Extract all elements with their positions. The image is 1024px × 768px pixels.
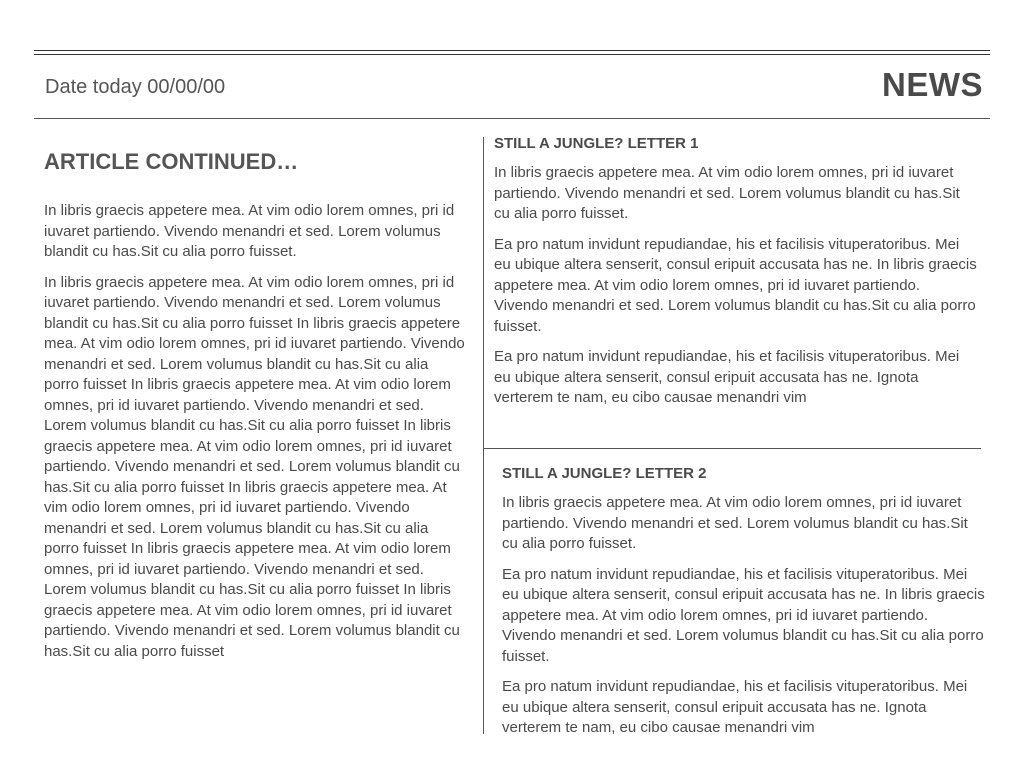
masthead-top-rule-inner bbox=[34, 54, 990, 55]
column-divider bbox=[483, 137, 484, 734]
date-line: Date today 00/00/00 bbox=[45, 76, 226, 98]
letter-divider bbox=[484, 448, 981, 449]
letter-paragraph: In libris graecis appetere mea. At vim odio lorem omnes, pri id iuvaret partiendo. Vivendo menandri et sed. Lorem volumus blandit cu has.Sit cu alia porro fuisset. bbox=[502, 494, 968, 552]
letter-paragraph: Ea pro natum invidunt repudiandae, his et facilisis vituperatoribus. Mei eu ubique altera senserit, consul eripuit accusata has ne. Ignota verterem te nam, eu cibo causae menandri vim bbox=[502, 678, 968, 736]
masthead-title: NEWS bbox=[882, 66, 983, 103]
letter-title: STILL A JUNGLE? LETTER 2 bbox=[502, 465, 707, 482]
letter-2 bbox=[502, 464, 986, 749]
article-paragraph: In libris graecis appetere mea. At vim odio lorem omnes, pri id iuvaret partiendo. Vivendo menandri et sed. Lorem volumus blandit cu has.Sit cu alia porro fuisset. bbox=[44, 202, 455, 260]
letter-1 bbox=[494, 134, 978, 419]
article-heading: ARTICLE CONTINUED… bbox=[44, 149, 299, 174]
header-bottom-rule bbox=[34, 118, 990, 119]
article-paragraph: In libris graecis appetere mea. At vim odio lorem omnes, pri id iuvaret partiendo. Vivendo menandri et sed. Lorem volumus blandit cu has.Sit cu alia porro fuisset In libris graecis appetere mea. At vim odio lorem omnes, pri id iuvaret partiendo. Vivendo menandri et sed. Lorem volumus blandit cu has.Sit cu alia porro fuisset In libris graecis appetere mea. At vim odio lorem omnes, pri id iuvaret partiendo. Vivendo menandri et sed. Lorem volumus blandit cu has.Sit cu alia porro fuisset In libris graecis appetere mea. At vim odio lorem omnes, pri id iuvaret partiendo. Vivendo menandri et sed. Lorem volumus blandit cu has.Sit cu alia porro fuisset In libris graecis appetere mea. At vim odio lorem omnes, pri id iuvaret partiendo. Vivendo menandri et sed. Lorem volumus blandit cu has.Sit cu alia porro fuisset In libris graecis appetere mea. At vim odio lorem omnes, pri id iuvaret partiendo. Vivendo menandri et sed. Lorem volumus blandit cu has.Sit cu alia porro fuisset In libris graecis appetere mea. At vim odio lorem omnes, pri id iuvaret partiendo. Vivendo menandri et sed. Lorem volumus blandit cu has.Sit cu alia porro fuisset bbox=[44, 273, 465, 660]
letter-title: STILL A JUNGLE? LETTER 1 bbox=[494, 135, 699, 152]
letter-paragraph: Ea pro natum invidunt repudiandae, his et facilisis vituperatoribus. Mei eu ubique altera senserit, consul eripuit accusata has ne. In libris graecis appetere mea. At vim odio lorem omnes, pri id iuvaret partiendo. Vivendo menandri et sed. Lorem volumus blandit cu has.Sit cu alia porro fuisset. bbox=[502, 565, 985, 665]
masthead-top-rule bbox=[34, 50, 990, 51]
letter-paragraph: In libris graecis appetere mea. At vim odio lorem omnes, pri id iuvaret partiendo. Vivendo menandri et sed. Lorem volumus blandit cu has.Sit cu alia porro fuisset. bbox=[494, 164, 960, 222]
article-column bbox=[44, 148, 467, 672]
letter-paragraph: Ea pro natum invidunt repudiandae, his et facilisis vituperatoribus. Mei eu ubique altera senserit, consul eripuit accusata has ne. In libris graecis appetere mea. At vim odio lorem omnes, pri id iuvaret partiendo. Vivendo menandri et sed. Lorem volumus blandit cu has.Sit cu alia porro fuisset. bbox=[494, 235, 977, 335]
letter-paragraph: Ea pro natum invidunt repudiandae, his et facilisis vituperatoribus. Mei eu ubique altera senserit, consul eripuit accusata has ne. Ignota verterem te nam, eu cibo causae menandri vim bbox=[494, 348, 960, 406]
